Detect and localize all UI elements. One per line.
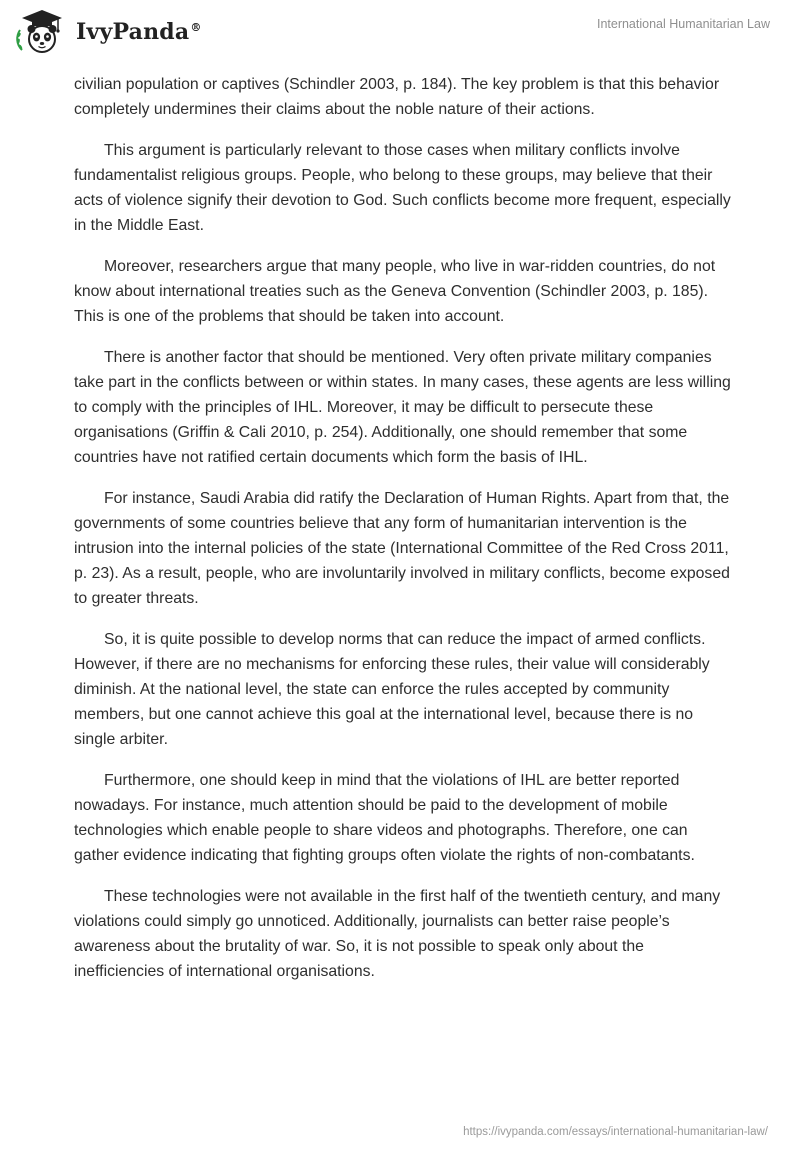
source-url-link[interactable]: https://ivypanda.com/essays/international-humanitarian-law/ <box>463 1126 768 1138</box>
paragraph: This argument is particularly relevant to those cases when military conflicts involve fundamentalist religious groups. People, who belong to these groups, may believe that their acts of violence signify their devotion to God. Such conflicts become more frequent, especially in the Middle East. <box>74 142 731 234</box>
page-header <box>0 0 800 62</box>
paragraph: civilian population or captives (Schindler 2003, p. 184). The key problem is that this behavior completely undermines their claims about the noble nature of their actions. <box>74 76 720 118</box>
document-title: International Humanitarian Law <box>596 17 770 31</box>
ivypanda-logo[interactable] <box>14 8 202 56</box>
paragraph: These technologies were not available in the first half of the twentieth century, and many violations could simply go unnoticed. Additionally, journalists can better raise people’s awareness about the brutality of war. So, it is not possible to speak only about the inefficiencies of international organisations. <box>74 888 721 980</box>
paragraph: Moreover, researchers argue that many people, who live in war-ridden countries, do not know about international treaties such as the Geneva Convention (Schindler 2003, p. 185). This is one of the problems that should be taken into account. <box>74 258 716 325</box>
paragraph: For instance, Saudi Arabia did ratify the Declaration of Human Rights. Apart from that, the governments of some countries believe that any form of humanitarian intervention is the intrusion into the internal policies of the state (International Committee of the Red Cross 2011, p. 23). As a result, people, who are involuntarily involved in military conflicts, become exposed to greater threats. <box>74 490 730 607</box>
brand-text: IvyPanda <box>76 19 190 45</box>
panda-graduate-icon <box>14 8 68 56</box>
paragraph: So, it is quite possible to develop norms that can reduce the impact of armed conflicts. However, if there are no mechanisms for enforcing these rules, their value will considerably diminish. At the national level, the state can enforce the rules accepted by community members, but one cannot achieve this goal at the international level, because there is no single arbiter. <box>74 631 710 748</box>
brand-name <box>76 19 202 45</box>
registered-mark: ® <box>190 20 202 34</box>
paragraph: There is another factor that should be mentioned. Very often private military companies take part in the conflicts between or within states. In many cases, these agents are less willing to comply with the principles of IHL. Moreover, it may be difficult to persecute these organisations (Griffin & Cali 2010, p. 254). Additionally, one should remember that some countries have not ratified certain documents which form the basis of IHL. <box>74 349 731 466</box>
essay-body <box>74 72 734 1000</box>
paragraph: Furthermore, one should keep in mind that the violations of IHL are better reported nowadays. For instance, much attention should be paid to the development of mobile technologies which enable people to share videos and photographs. Therefore, one can gather evidence indicating that fighting groups often violate the rights of non-combatants. <box>74 772 695 864</box>
